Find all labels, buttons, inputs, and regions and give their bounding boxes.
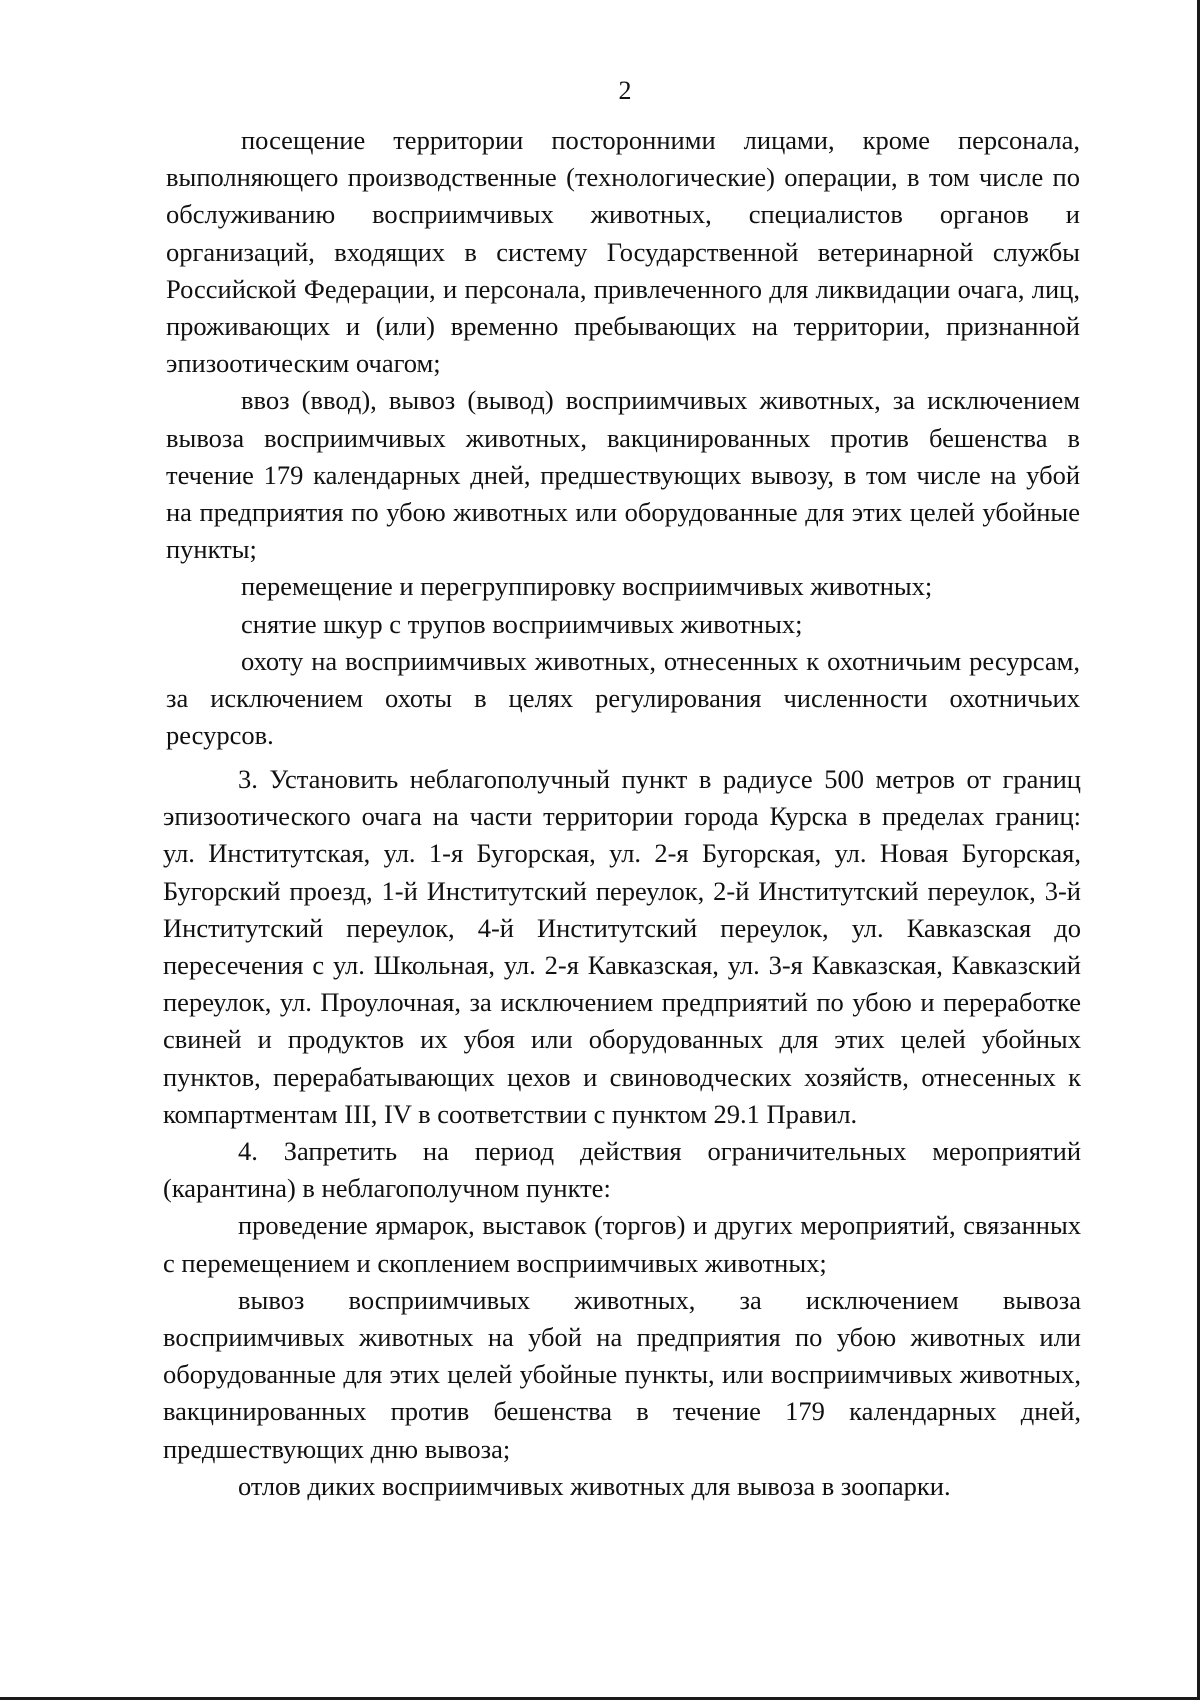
paragraph-item-3-unfavorable-area: 3. Установить неблагополучный пункт в радиусе 500 метров от границ эпизоотического очага на части территории города Курска в пределах границ: ул. Институтская, ул. 1-я Бугорская, ул. 2-я Бугорская, ул. Новая Бугорская, Бугорский проезд, 1-й Институтский переулок, 2-й Институтский переулок, 3-й Институтский переулок, 4-й Институтский переулок, ул. Кавказская до пересечения с ул. Школьная, ул. 2-я Кавказская, ул. 3-я Кавказская, Кавказский переулок, ул. Проулочная, за исключением предприятий по убою и переработке свиней и продуктов их убоя или оборудованных для этих целей убойных пунктов, перерабатывающих цехов и свиноводческих хозяйств, отнесенных к компартментам III, IV в соответствии с пунктом 29.1 Правил. <box>163 764 1081 1129</box>
paragraph-restriction-skinning: снятие шкур с трупов восприимчивых животных; <box>241 608 803 639</box>
paragraph-restriction-import-export: ввоз (ввод), вывоз (вывод) восприимчивых животных, за исключением вывоза восприимчивых животных, вакцинированных против бешенства в течение 179 календарных дней, предшествующих вывозу, в том числе на убой на предприятия по убою животных или оборудованные для этих целей убойные пункты; <box>166 385 1080 565</box>
upper-text-block <box>166 122 1080 754</box>
paragraph-restriction-hunting: охоту на восприимчивых животных, отнесенных к охотничьим ресурсам, за исключением охоты в целях регулирования численности охотничьих ресурсов. <box>166 645 1080 751</box>
paragraph-restriction-visitors: посещение территории посторонними лицами, кроме персонала, выполняющего производственные (технологические) операции, в том числе по обслуживанию восприимчивых животных, специалистов органов и организаций, входящих в систему Государственной ветеринарной службы Российской Федерации, и персонала, привлеченного для ликвидации очага, лиц, проживающих и (или) временно пребывающих на территории, признанной эпизоотическим очагом; <box>166 125 1080 379</box>
paragraph-item-4-prohibitions: 4. Запретить на период действия ограничительных мероприятий (карантина) в неблагополучном пункте: <box>163 1136 1081 1204</box>
paragraph-prohibition-fairs: проведение ярмарок, выставок (торгов) и других мероприятий, связанных с перемещением и скоплением восприимчивых животных; <box>163 1210 1081 1278</box>
page-number: 2 <box>618 76 632 105</box>
lower-text-block <box>163 761 1081 1505</box>
paragraph-prohibition-capture: отлов диких восприимчивых животных для вывоза в зоопарки. <box>238 1470 951 1501</box>
paragraph-prohibition-removal: вывоз восприимчивых животных, за исключением вывоза восприимчивых животных на убой на предприятия по убою животных или оборудованные для этих целей убойные пункты, или восприимчивых животных, вакцинированных против бешенства в течение 179 календарных дней, предшествующих дню вывоза; <box>163 1284 1081 1464</box>
paragraph-restriction-regrouping: перемещение и перегруппировку восприимчивых животных; <box>241 571 933 602</box>
